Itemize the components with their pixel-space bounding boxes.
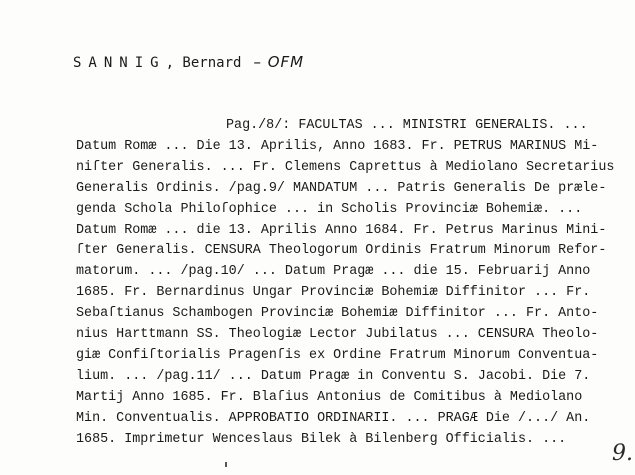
author-given-name: , Bernard bbox=[165, 55, 242, 71]
text-line: Pag./8/: FACULTAS ... MINISTRI GENERALIS. ... bbox=[226, 118, 588, 133]
text-line: matorum. ... /pag.10/ ... Datum Pragæ ... die 15. Februarij Anno bbox=[76, 264, 591, 280]
author-surname: SANNIG bbox=[73, 55, 166, 71]
page-number: 9. bbox=[612, 441, 633, 466]
text-line: niſter Generalis. ... Fr. Clemens Caprettus à Mediolano Secretarius bbox=[76, 159, 615, 175]
text-line: Martij Anno 1685. Fr. Blaſius Antonius de Comitibus à Mediolano bbox=[76, 389, 583, 405]
text-line: Sebaſtianus Schambogen Provinciæ Bohemiæ Diffinitor ... Fr. Anto- bbox=[76, 306, 599, 322]
text-line: Generalis Ordinis. /pag.9/ MANDATUM ... Patris Generalis De præle- bbox=[76, 180, 607, 196]
card-heading bbox=[73, 52, 304, 73]
text-line: 1685. Fr. Bernardinus Ungar Provinciæ Bohemiæ Diffinitor ... Fr. bbox=[76, 285, 591, 301]
edge-mark bbox=[225, 462, 227, 467]
text-line: giæ Confiſtorialis Pragenſis ex Ordine Fratrum Minorum Conventua- bbox=[76, 347, 599, 363]
text-line: genda Schola Philoſophice ... in Scholis Provinciæ Bohemiæ. ... bbox=[76, 201, 583, 217]
text-line: Datum Romæ ... Die 13. Aprilis, Anno 1683. Fr. PETRUS MARINUS Mi- bbox=[76, 138, 599, 154]
text-line: Min. Conventualis. APPROBATIO ORDINARII. ... PRAGÆ Die /.../ An. bbox=[76, 410, 591, 426]
card-body-text bbox=[76, 116, 635, 451]
handwritten-annotation: – OFM bbox=[253, 53, 305, 71]
text-line: 1685. Imprimetur Wenceslaus Bilek à Bilenberg Officialis. ... bbox=[76, 431, 567, 447]
text-line: Datum Romæ ... die 13. Aprilis Anno 1684. Fr. Petrus Marinus Mini- bbox=[76, 222, 607, 238]
text-line: lium. ... /pag.11/ ... Datum Pragæ in Conventu S. Jacobi. Die 7. bbox=[76, 368, 591, 384]
text-line: ſter Generalis. CENSURA Theologorum Ordinis Fratrum Minorum Refor- bbox=[76, 243, 607, 259]
text-line: nius Harttmann SS. Theologiæ Lector Jubilatus ... CENSURA Theolo- bbox=[76, 327, 599, 343]
